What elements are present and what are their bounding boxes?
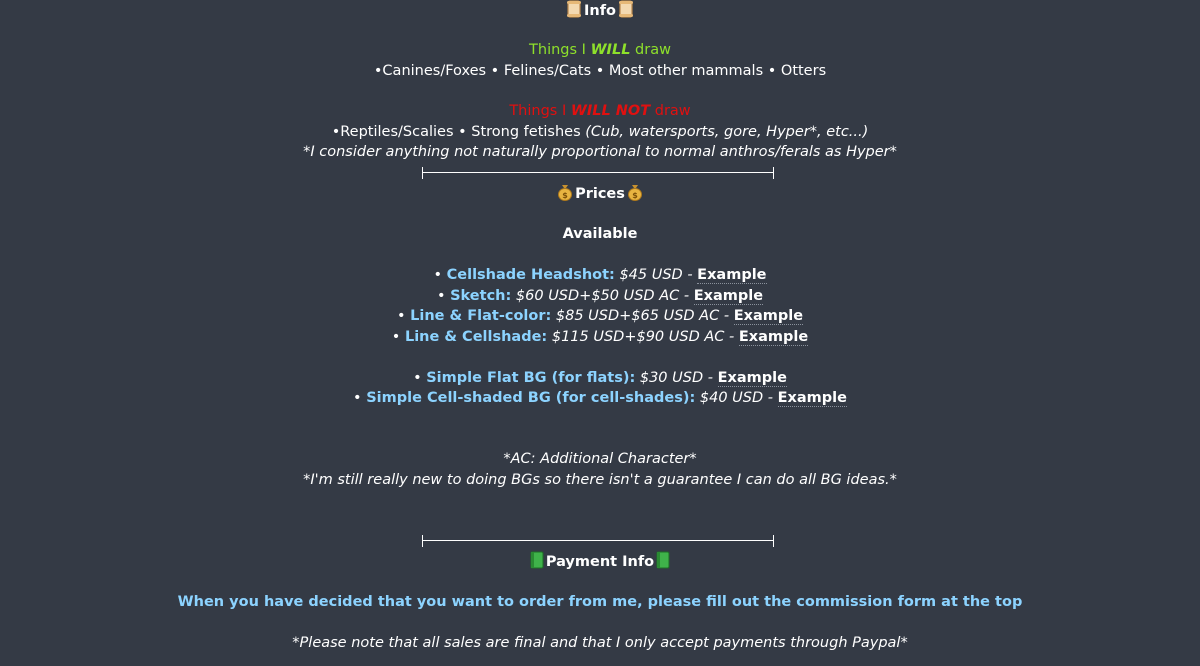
green-book-icon [530,551,544,575]
section-divider [422,167,774,179]
price-item-name: Cellshade Headshot: [446,267,615,283]
info-heading-row [0,0,1200,24]
price-item-price: $40 USD - [695,390,778,406]
price-item-price: $85 USD+$65 USD AC - [551,308,734,324]
green-book-icon [656,551,670,575]
will-emphasis: WILL [590,42,631,58]
bullet: • [396,308,411,324]
price-item-name: Line & Cellshade: [404,329,548,345]
price-item [0,265,1200,285]
willnot-suffix: draw [650,103,691,119]
scroll-icon [566,0,582,24]
money-bag-icon [557,183,573,207]
hyper-note: *I consider anything not naturally proportional to normal anthros/ferals as Hyper* [303,144,897,160]
svg-text:$: $ [632,191,638,200]
ac-note: *AC: Additional Character* [503,451,697,467]
price-item [0,327,1200,347]
section-divider [422,535,774,547]
money-bag-icon [627,183,643,207]
svg-text:$: $ [562,191,568,200]
bullet: • [433,267,447,283]
will-prefix: Things I [529,42,591,58]
price-item [0,306,1200,326]
scroll-icon [618,0,634,24]
bullet: • [436,288,451,304]
price-item-price: $60 USD+$50 USD AC - [511,288,694,304]
example-link[interactable]: Example [733,308,804,324]
will-draw-heading [0,40,1200,60]
willnot-list-italic: (Cub, watersports, gore, Hyper*, etc...) [585,124,869,140]
willnot-prefix: Things I [509,103,571,119]
info-heading: Info [584,3,616,19]
price-item-price: $45 USD - [614,267,698,283]
bullet: • [353,390,367,406]
payment-heading: Payment Info [545,554,655,570]
bg-price-item [0,388,1200,408]
price-item-price: $30 USD - [635,370,718,386]
price-item-name: Simple Flat BG (for flats): [426,370,636,386]
prices-heading: Prices [575,186,625,202]
example-link[interactable]: Example [717,370,787,386]
bullet: • [413,370,427,386]
example-link[interactable]: Example [697,267,767,283]
bullet: • [391,329,405,345]
prices-heading-row [0,183,1200,207]
price-item-price: $115 USD+$90 USD AC - [547,329,739,345]
order-instructions: When you have decided that you want to order from me, please fill out the commission form at the top [177,594,1023,610]
price-item-name: Sketch: [450,288,512,304]
payment-heading-row [0,551,1200,575]
price-item-name: Line & Flat-color: [410,308,552,324]
bg-price-item [0,368,1200,388]
will-draw-list: •Canines/Foxes • Felines/Cats • Most other mammals • Otters [373,63,827,79]
sales-final-note: *Please note that all sales are final and that I only accept payments through Paypal* [292,635,908,651]
will-not-draw-list [0,122,1200,142]
willnot-emphasis: WILL NOT [570,103,651,119]
price-item [0,286,1200,306]
price-item-name: Simple Cell-shaded BG (for cell-shades): [366,390,696,406]
example-link[interactable]: Example [777,390,847,406]
will-not-draw-heading [0,101,1200,121]
example-link[interactable]: Example [738,329,809,345]
will-suffix: draw [630,42,671,58]
available-heading: Available [562,226,638,242]
willnot-list-plain: •Reptiles/Scalies • Strong fetishes [331,124,586,140]
bg-note: *I'm still really new to doing BGs so there isn't a guarantee I can do all BG ideas.* [303,472,897,488]
example-link[interactable]: Example [693,288,764,304]
